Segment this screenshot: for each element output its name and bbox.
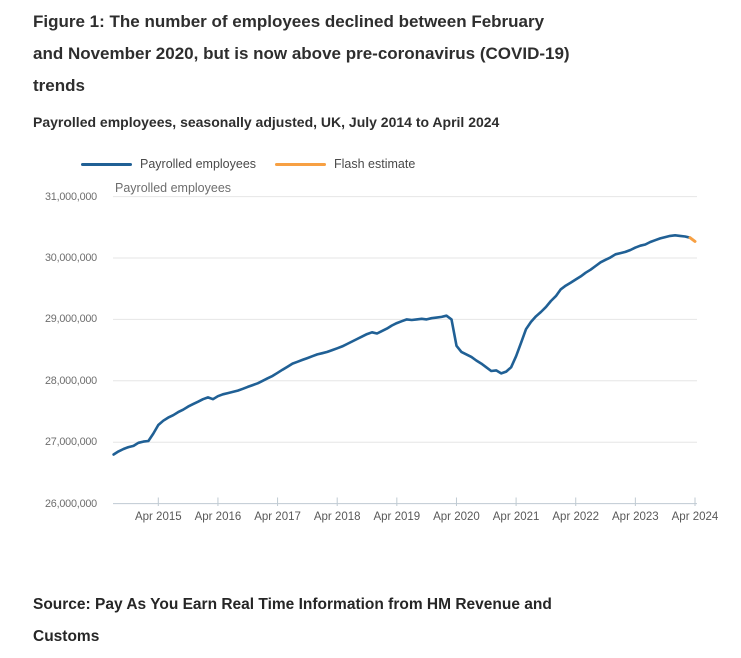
- figure-title-line: trends: [33, 76, 85, 95]
- y-axis-title: Payrolled employees: [115, 181, 232, 195]
- figure-title-line: and November 2020, but is now above pre-coronavirus (COVID-19): [33, 44, 570, 63]
- source-line: Customs: [33, 628, 100, 645]
- chart-subtitle: Payrolled employees, seasonally adjusted, UK, July 2014 to April 2024: [33, 114, 500, 130]
- figure-title-line: Figure 1: The number of employees declined between February: [33, 12, 545, 31]
- x-axis-label: Apr 2020: [433, 511, 480, 523]
- legend-label: Payrolled employees: [140, 157, 257, 171]
- x-axis-label: Apr 2022: [552, 511, 600, 523]
- source-line: Source: Pay As You Earn Real Time Information from HM Revenue and: [33, 596, 552, 613]
- y-axis-label: 28,000,000: [44, 374, 97, 387]
- y-axis-label: 29,000,000: [44, 313, 97, 326]
- x-axis-label: Apr 2017: [254, 511, 301, 523]
- y-axis-label: 31,000,000: [44, 190, 97, 203]
- payrolled-employees-line[interactable]: [114, 235, 690, 454]
- x-axis-label: Apr 2016: [194, 511, 242, 523]
- flash-estimate-line[interactable]: [690, 238, 695, 242]
- source-note: [33, 589, 713, 653]
- y-axis-label: 27,000,000: [44, 436, 97, 449]
- legend-label: Flash estimate: [334, 157, 416, 171]
- x-axis-label: Apr 2019: [373, 511, 421, 523]
- y-axis-label: 30,000,000: [44, 252, 97, 264]
- x-axis-label: Apr 2021: [492, 511, 540, 523]
- x-axis-label: Apr 2015: [134, 511, 182, 523]
- y-axis-label: 26,000,000: [44, 497, 97, 510]
- x-axis-label: Apr 2023: [612, 511, 659, 523]
- x-axis-label: Apr 2018: [313, 511, 361, 523]
- x-axis-label: Apr 2024: [671, 511, 719, 523]
